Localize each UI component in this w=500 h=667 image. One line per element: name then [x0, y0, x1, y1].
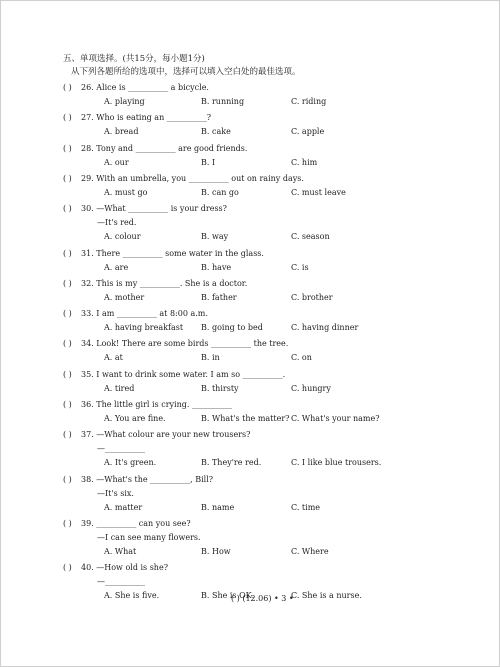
question-text: 32. This is my __________. She is a doctor. — [81, 278, 248, 288]
question-text: 27. Who is eating an __________? — [81, 113, 212, 123]
question-stem — [63, 339, 288, 349]
question-text: 37. —What colour are your new trousers? — [81, 430, 251, 440]
answer-blank[interactable]: ( ) — [63, 204, 72, 214]
option-a[interactable]: A. bread — [104, 127, 139, 137]
option-a[interactable]: A. tired — [104, 383, 135, 393]
question-stem — [63, 204, 227, 214]
question-stem — [63, 430, 250, 440]
option-a[interactable]: A. must go — [104, 187, 148, 197]
answer-blank[interactable]: ( ) — [63, 248, 72, 258]
option-b[interactable]: B. going to bed — [201, 323, 263, 333]
option-b[interactable]: B. How — [201, 546, 231, 556]
question-stem — [63, 279, 247, 289]
question-stem — [63, 370, 285, 380]
question-stem — [63, 144, 247, 154]
question-stem — [63, 400, 232, 410]
answer-blank[interactable]: ( ) — [63, 278, 72, 288]
option-b[interactable]: B. thirsty — [201, 383, 239, 393]
answer-blank[interactable]: ( ) — [63, 143, 72, 153]
option-c[interactable]: C. must leave — [291, 187, 346, 197]
question-stem — [63, 83, 209, 93]
option-b[interactable]: B. can go — [201, 187, 239, 197]
answer-blank[interactable]: ( ) — [63, 113, 72, 123]
question-stem — [63, 475, 213, 485]
option-c[interactable]: C. brother — [291, 292, 333, 302]
option-c[interactable]: C. is — [291, 262, 309, 272]
option-a[interactable]: A. matter — [104, 502, 143, 512]
option-c[interactable]: C. Where — [291, 546, 329, 556]
option-c[interactable]: C. I like blue trousers. — [291, 458, 382, 468]
option-c[interactable]: C. riding — [291, 97, 327, 106]
question-continuation: —I can see many flowers. — [97, 532, 201, 542]
option-b[interactable]: B. She is OK. — [201, 591, 255, 601]
question-stem — [63, 563, 168, 573]
question-text: 33. I am __________ at 8:00 a.m. — [81, 309, 208, 319]
question-stem — [63, 309, 208, 319]
question-text: 29. With an umbrella, you __________ out on rainy days. — [81, 173, 304, 183]
option-c[interactable]: C. hungry — [291, 383, 331, 393]
question-stem — [63, 113, 211, 123]
section-title: 五、单项选择。(共15分，每小题1分) — [63, 54, 205, 64]
option-a[interactable]: A. It's green. — [104, 458, 157, 468]
option-c[interactable]: C. What's your name? — [291, 414, 380, 423]
question-continuation: —__________ — [97, 577, 145, 587]
answer-blank[interactable]: ( ) — [63, 563, 72, 573]
question-text: 38. —What's the __________, Bill? — [81, 474, 214, 484]
option-a[interactable]: A. our — [104, 157, 129, 167]
option-b[interactable]: B. in — [201, 353, 220, 363]
option-a[interactable]: A. at — [104, 353, 123, 363]
question-text: 40. —How old is she? — [81, 563, 168, 573]
instruction: 从下列各题所给的选项中，选择可以填入空白处的最佳选项。 — [71, 67, 301, 77]
question-text: 30. —What __________ is your dress? — [81, 204, 227, 214]
option-a[interactable]: A. are — [104, 262, 129, 272]
option-b[interactable]: B. cake — [201, 127, 231, 137]
question-text: 31. There __________ some water in the glass. — [81, 248, 264, 258]
question-text: 26. Alice is __________ a bicycle. — [81, 83, 209, 92]
option-a[interactable]: A. mother — [104, 292, 145, 302]
question-continuation: —__________ — [97, 444, 145, 454]
option-b[interactable]: B. They're red. — [201, 458, 262, 468]
option-b[interactable]: B. I — [201, 157, 216, 167]
answer-blank[interactable]: ( ) — [63, 474, 72, 484]
question-continuation: —It's red. — [97, 218, 137, 228]
option-a[interactable]: A. colour — [104, 232, 141, 242]
answer-blank[interactable]: ( ) — [63, 518, 72, 528]
option-a[interactable]: A. playing — [104, 97, 145, 106]
option-b[interactable]: B. way — [201, 232, 229, 242]
page-footer: ( ) (12.06) • 3 • — [231, 594, 294, 603]
option-a[interactable]: A. What — [104, 546, 137, 556]
question-text: 28. Tony and __________ are good friends. — [81, 143, 248, 153]
option-c[interactable]: C. him — [291, 157, 318, 167]
answer-blank[interactable]: ( ) — [63, 430, 72, 440]
option-c[interactable]: C. season — [291, 232, 330, 242]
option-a[interactable]: A. having breakfast — [104, 323, 184, 333]
option-c[interactable]: C. on — [291, 353, 312, 363]
answer-blank[interactable]: ( ) — [63, 400, 72, 409]
question-stem — [63, 249, 264, 259]
option-c[interactable]: C. having dinner — [291, 323, 359, 333]
question-text: 36. The little girl is crying. __________ — [81, 400, 232, 409]
option-a[interactable]: A. You are fine. — [104, 414, 166, 423]
question-text: 39. __________ can you see? — [81, 518, 191, 528]
answer-blank[interactable]: ( ) — [63, 173, 72, 183]
option-b[interactable]: B. father — [201, 292, 237, 302]
answer-blank[interactable]: ( ) — [63, 339, 72, 349]
option-b[interactable]: B. running — [201, 97, 245, 106]
option-c[interactable]: C. time — [291, 502, 321, 512]
option-b[interactable]: B. have — [201, 262, 232, 272]
question-text: 35. I want to drink some water. I am so __________. — [81, 369, 286, 379]
question-text: 34. Look! There are some birds __________ the tree. — [81, 339, 289, 349]
answer-blank[interactable]: ( ) — [63, 369, 72, 379]
answer-blank[interactable]: ( ) — [63, 83, 72, 92]
option-b[interactable]: B. What's the matter? — [201, 414, 290, 423]
answer-blank[interactable]: ( ) — [63, 309, 72, 319]
option-b[interactable]: B. name — [201, 502, 235, 512]
option-c[interactable]: C. She is a nurse. — [291, 591, 362, 601]
option-a[interactable]: A. She is five. — [104, 591, 160, 601]
question-stem — [63, 174, 304, 184]
question-continuation: —It's six. — [97, 488, 134, 498]
question-stem — [63, 519, 191, 529]
option-c[interactable]: C. apple — [291, 127, 325, 137]
